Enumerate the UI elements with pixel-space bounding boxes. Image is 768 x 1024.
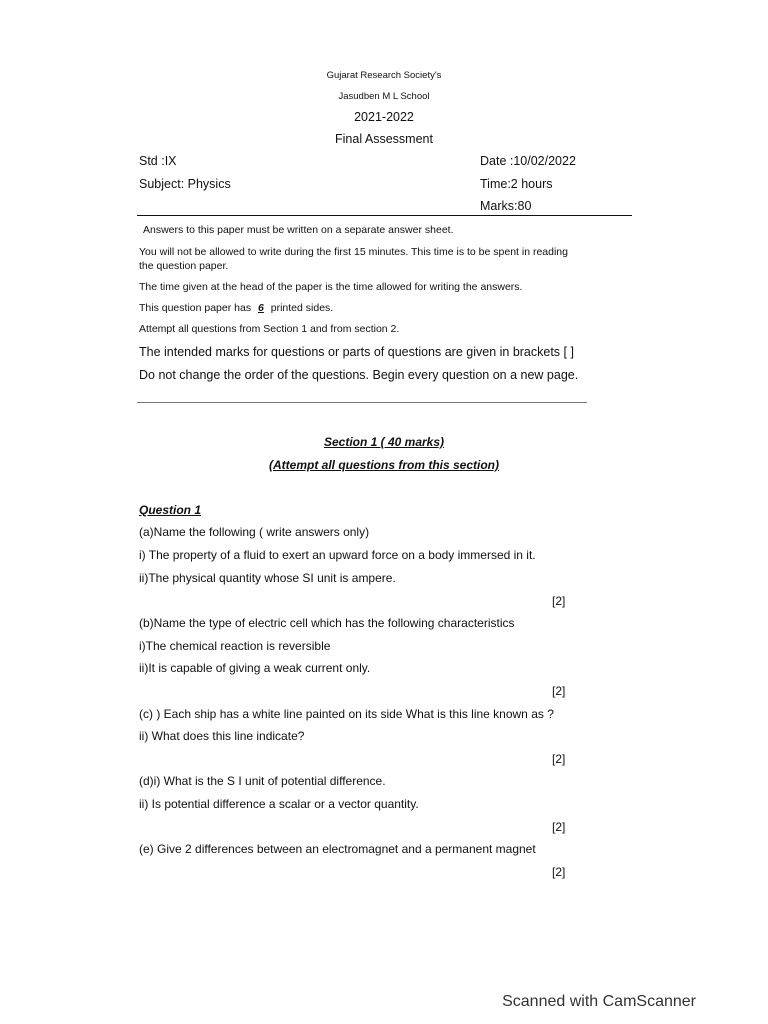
section-title: Section 1 ( 40 marks) [323,435,445,449]
q1c-i: (c) ) Each ship has a white line painted on its side What is this line known as ? [139,707,554,721]
instruction-4 [139,302,333,314]
time-label: Time:2 hours [480,177,553,191]
instruction-1: Answers to this paper must be written on a separate answer sheet. [143,224,454,236]
question-heading: Question 1 [139,503,202,517]
q1a-title: (a)Name the following ( write answers only) [139,525,370,539]
q1a-marks: [2] [552,594,566,608]
q1e-marks: [2] [552,865,566,879]
q1a-ii: ii)The physical quantity whose SI unit is ampere. [139,571,396,585]
school-society: Gujarat Research Society's [326,70,442,81]
instructions-divider [137,402,587,403]
printed-sides-count: 6 [258,302,264,314]
instruction-5: Attempt all questions from Section 1 and from section 2. [139,323,400,335]
q1b-i: i)The chemical reaction is reversible [139,639,331,653]
q1d-i: (d)i) What is the S I unit of potential difference. [139,774,386,788]
instruction-6: The intended marks for questions or parts of questions are given in brackets [ ] [139,345,574,359]
q1a-i: i) The property of a fluid to exert an upward force on a body immersed in it. [139,548,536,562]
instruction-2b: the question paper. [139,260,229,272]
instruction-4-post: printed sides. [267,302,334,314]
q1b-marks: [2] [552,684,566,698]
section-subtitle: (Attempt all questions from this section) [268,458,499,472]
academic-year: 2021-2022 [354,110,414,124]
q1b-ii: ii)It is capable of giving a weak current only. [139,661,371,675]
std-label: Std :IX [139,154,177,168]
date-label: Date :10/02/2022 [480,154,576,168]
q1e: (e) Give 2 differences between an electromagnet and a permanent magnet [139,842,536,856]
instruction-4-pre: This question paper has [139,302,254,314]
q1b-title: (b)Name the type of electric cell which has the following characteristics [139,616,515,630]
header-divider [137,215,632,216]
school-name: Jasudben M L School [338,91,430,102]
q1d-ii: ii) Is potential difference a scalar or a vector quantity. [139,797,419,811]
q1c-marks: [2] [552,752,566,766]
instruction-2a: You will not be allowed to write during the first 15 minutes. This time is to be spent in reading [139,246,568,258]
instruction-7: Do not change the order of the questions. Begin every question on a new page. [139,368,579,382]
instruction-3: The time given at the head of the paper is the time allowed for writing the answers. [139,281,523,293]
q1d-marks: [2] [552,820,566,834]
subject-label: Subject: Physics [139,177,231,191]
exam-title: Final Assessment [335,132,433,146]
scanner-watermark: Scanned with CamScanner [502,993,696,1010]
marks-label: Marks:80 [480,199,532,213]
q1c-ii: ii) What does this line indicate? [139,729,305,743]
